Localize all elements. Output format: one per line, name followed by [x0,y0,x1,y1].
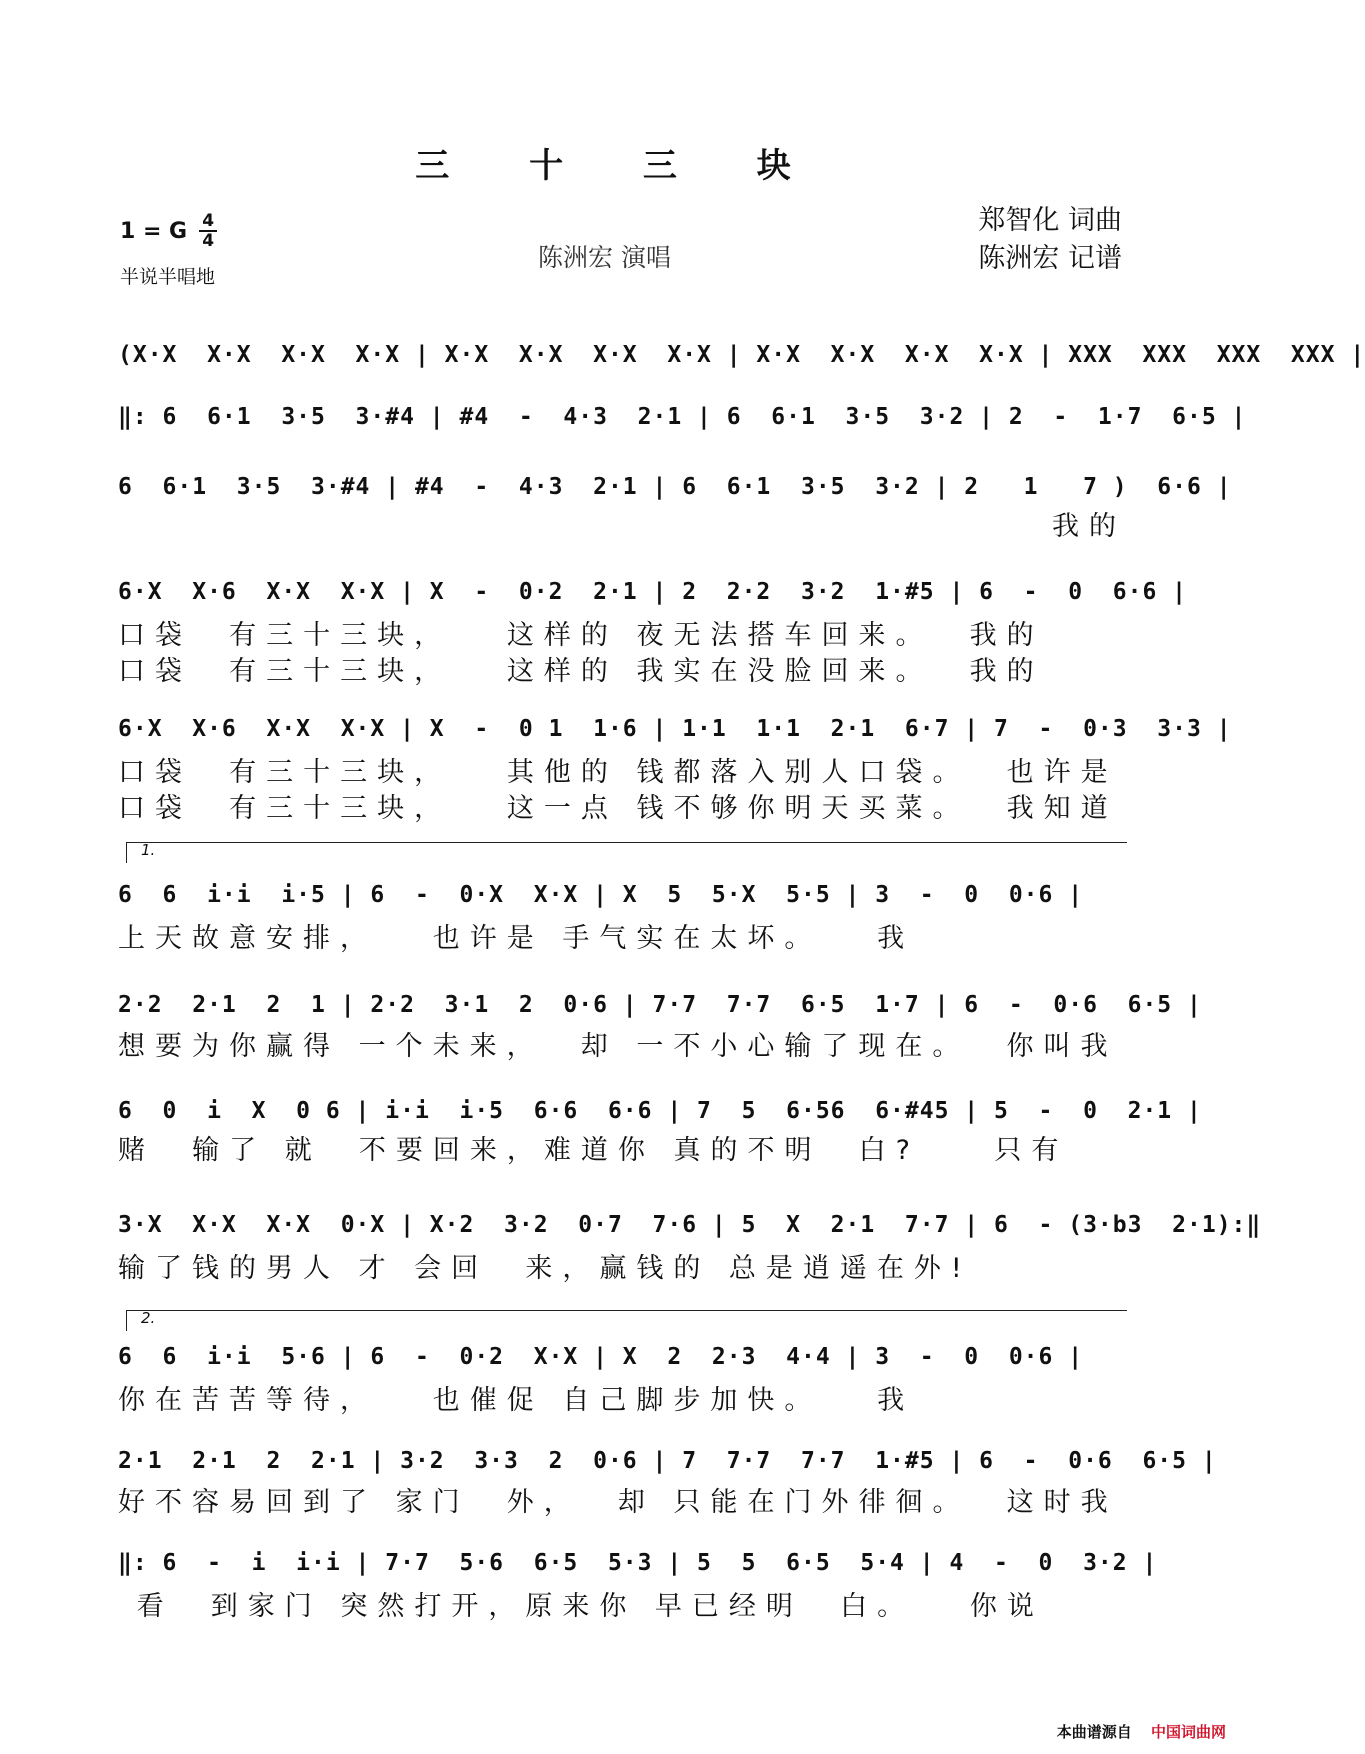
lyric-verse-1: 我的 [1052,511,1126,542]
volta-number: 1. [141,841,156,859]
lyric-verse-1: 口袋 有三十三块， 其他的 钱都落入别人口袋。 也许是 [118,757,1118,788]
lyric-verse-2: 口袋 有三十三块， 这一点 钱不够你明天买菜。 我知道 [118,793,1118,824]
composer-credit: 郑智化 词曲 [978,205,1122,236]
footer-attribution [1057,1721,1226,1742]
notation: 6 6 i·i i·5 | 6 - 0·X X·X | X 5 5·X 5·5 | 3 - 0 0·6 | [118,882,1084,908]
notation: 3·X X·X X·X 0·X | X·2 3·2 0·7 7·6 | 5 X 2·1 7·7 | 6 - (3·b3 2·1):‖ [118,1212,1262,1238]
transcriber-credit: 陈洲宏 记谱 [978,243,1122,274]
lyric-verse-1: 想要为你赢得 一个未来， 却 一不小心输了现在。 你叫我 [118,1031,1118,1062]
lyric-verse-1: 赌 输了 就 不要回来，难道你 真的不明 白? 只有 [118,1135,1069,1166]
time-signature: $\frac{4}{4}$ [199,212,217,250]
lyric-verse-1: 口袋 有三十三块， 这样的 夜无法搭车回来。 我的 [118,620,1044,651]
notation: (X·X X·X X·X X·X | X·X X·X X·X X·X | X·X X·X X·X X·X | XXX XXX XXX XXX | [118,342,1365,368]
singer-credit: 陈洲宏 演唱 [538,243,671,272]
song-title: 三 十 三 块 [415,146,825,186]
notation: 6·X X·6 X·X X·X | X - 0 1 1·6 | 1·1 1·1 2·1 6·7 | 7 - 0·3 3·3 | [118,716,1232,742]
notation: 2·2 2·1 2 1 | 2·2 3·1 2 0·6 | 7·7 7·7 6·5 1·7 | 6 - 0·6 6·5 | [118,992,1202,1018]
volta-number: 2. [141,1309,156,1327]
performance-note: 半说半唱地 [120,266,216,288]
lyric-verse-1: 输了钱的男人 才 会回 来，赢钱的 总是逍遥在外! [118,1253,972,1284]
footer-source: 本曲谱源自 [1056,1723,1132,1741]
key-label: 1 = G [120,218,188,244]
key-signature [120,212,217,250]
lyric-verse-2: 口袋 有三十三块， 这样的 我实在没脸回来。 我的 [118,656,1044,687]
notation: ‖: 6 - i i·i | 7·7 5·6 6·5 5·3 | 5 5 6·5 5·4 | 4 - 0 3·2 | [118,1550,1158,1576]
notation: 6 6·1 3·5 3·#4 | #4 - 4·3 2·1 | 6 6·1 3·5 3·2 | 2 1 7 ) 6·6 | [118,474,1232,500]
notation: 2·1 2·1 2 2·1 | 3·2 3·3 2 0·6 | 7 7·7 7·7 1·#5 | 6 - 0·6 6·5 | [118,1448,1217,1474]
footer-site-link[interactable]: 中国词曲网 [1150,1723,1226,1741]
notation: 6 6 i·i 5·6 | 6 - 0·2 X·X | X 2 2·3 4·4 | 3 - 0 0·6 | [118,1344,1084,1370]
lyric-verse-1: 好不容易回到了 家门 外， 却 只能在门外徘徊。 这时我 [118,1487,1118,1518]
notation: ‖: 6 6·1 3·5 3·#4 | #4 - 4·3 2·1 | 6 6·1 3·5 3·2 | 2 - 1·7 6·5 | [118,404,1247,430]
lyric-verse-1: 上天故意安排， 也许是 手气实在太坏。 我 [118,923,915,954]
lyric-verse-1: 看 到家门 突然打开，原来你 早已经明 白。 你说 [118,1591,1044,1622]
notation: 6 0 i X 0 6 | i·i i·5 6·6 6·6 | 7 5 6·56 6·#45 | 5 - 0 2·1 | [118,1098,1202,1124]
notation: 6·X X·6 X·X X·X | X - 0·2 2·1 | 2 2·2 3·2 1·#5 | 6 - 0 6·6 | [118,579,1187,605]
lyric-verse-1: 你在苦苦等待， 也催促 自己脚步加快。 我 [118,1385,915,1416]
